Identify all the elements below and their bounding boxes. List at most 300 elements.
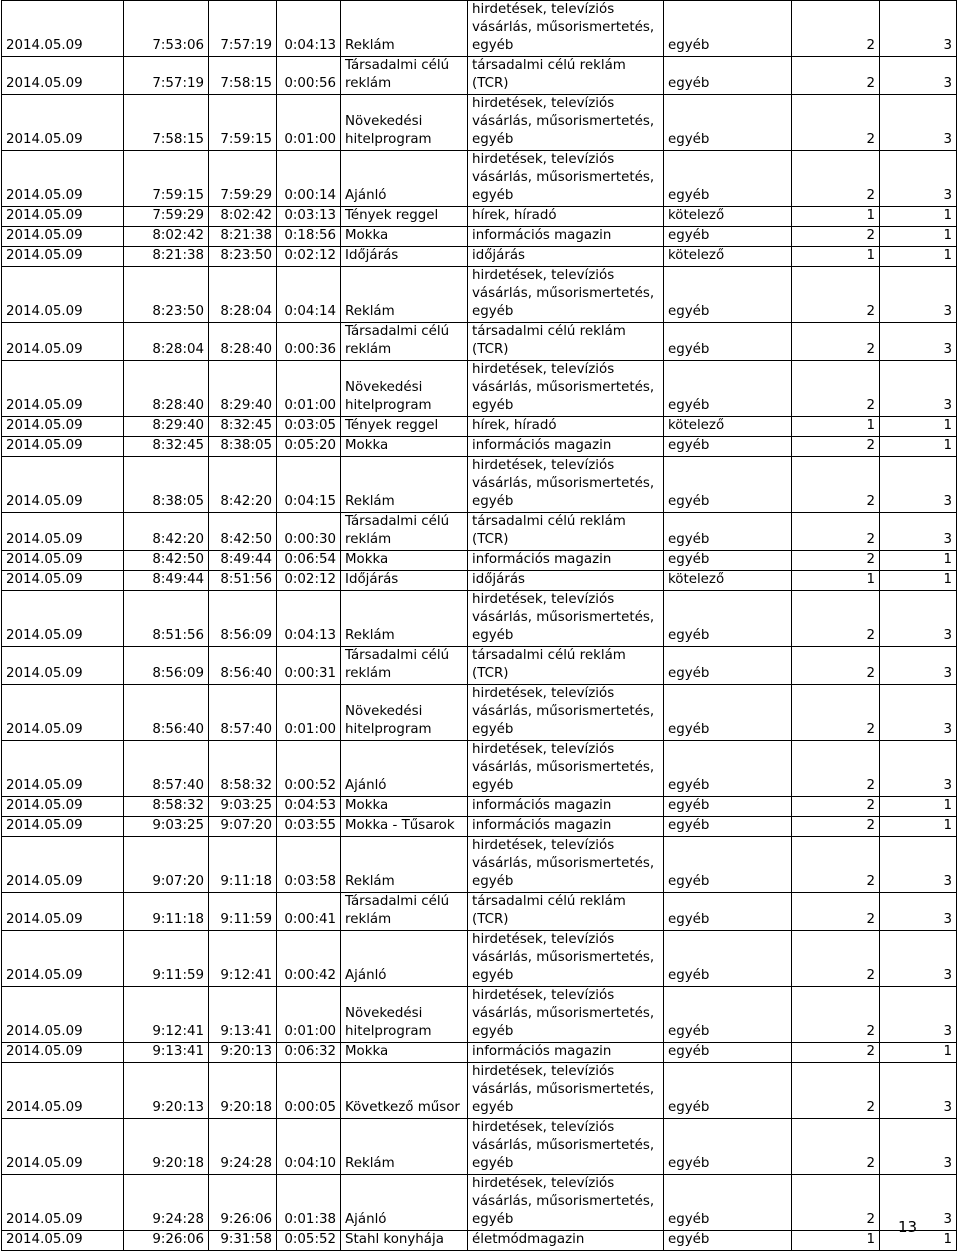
code-b-cell: 3 <box>880 457 957 513</box>
code-a-cell: 2 <box>792 437 880 457</box>
duration-cell: 0:00:05 <box>277 1063 341 1119</box>
duration-cell: 0:04:53 <box>277 797 341 817</box>
type-cell: egyéb <box>664 591 792 647</box>
program-cell: Reklám <box>341 1119 468 1175</box>
date-cell: 2014.05.09 <box>2 227 124 247</box>
start-time-cell: 9:26:06 <box>124 1231 209 1251</box>
category-cell: információs magazin <box>468 551 664 571</box>
end-time-cell: 8:29:40 <box>209 361 277 417</box>
duration-cell: 0:18:56 <box>277 227 341 247</box>
duration-cell: 0:04:10 <box>277 1119 341 1175</box>
code-b-cell: 1 <box>880 551 957 571</box>
end-time-cell: 7:59:29 <box>209 151 277 207</box>
date-cell: 2014.05.09 <box>2 987 124 1043</box>
program-cell: Növekedési hitelprogram <box>341 95 468 151</box>
category-cell: információs magazin <box>468 227 664 247</box>
end-time-cell: 8:23:50 <box>209 247 277 267</box>
end-time-cell: 9:20:13 <box>209 1043 277 1063</box>
code-b-cell: 3 <box>880 361 957 417</box>
code-b-cell: 1 <box>880 571 957 591</box>
category-cell: hirdetések, televíziós vásárlás, műsorismertetés, egyéb <box>468 1063 664 1119</box>
code-a-cell: 2 <box>792 151 880 207</box>
date-cell: 2014.05.09 <box>2 417 124 437</box>
end-time-cell: 8:28:04 <box>209 267 277 323</box>
duration-cell: 0:03:05 <box>277 417 341 437</box>
end-time-cell: 9:24:28 <box>209 1119 277 1175</box>
category-cell: hirdetések, televíziós vásárlás, műsorismertetés, egyéb <box>468 1175 664 1231</box>
end-time-cell: 8:51:56 <box>209 571 277 591</box>
table-row <box>2 1119 957 1175</box>
category-cell: hirdetések, televíziós vásárlás, műsorismertetés, egyéb <box>468 741 664 797</box>
type-cell: egyéb <box>664 931 792 987</box>
start-time-cell: 8:58:32 <box>124 797 209 817</box>
duration-cell: 0:04:13 <box>277 591 341 647</box>
code-b-cell: 3 <box>880 987 957 1043</box>
duration-cell: 0:00:31 <box>277 647 341 685</box>
table-row <box>2 797 957 817</box>
date-cell: 2014.05.09 <box>2 893 124 931</box>
end-time-cell: 7:58:15 <box>209 57 277 95</box>
code-b-cell: 3 <box>880 1063 957 1119</box>
code-a-cell: 2 <box>792 647 880 685</box>
category-cell: hírek, híradó <box>468 417 664 437</box>
date-cell: 2014.05.09 <box>2 323 124 361</box>
type-cell: egyéb <box>664 1175 792 1231</box>
code-b-cell: 3 <box>880 151 957 207</box>
type-cell: egyéb <box>664 1231 792 1251</box>
end-time-cell: 8:49:44 <box>209 551 277 571</box>
program-cell: Társadalmi célú reklám <box>341 57 468 95</box>
end-time-cell: 9:11:59 <box>209 893 277 931</box>
table-row <box>2 361 957 417</box>
type-cell: egyéb <box>664 1063 792 1119</box>
date-cell: 2014.05.09 <box>2 267 124 323</box>
start-time-cell: 8:38:05 <box>124 457 209 513</box>
date-cell: 2014.05.09 <box>2 591 124 647</box>
end-time-cell: 8:58:32 <box>209 741 277 797</box>
table-row <box>2 247 957 267</box>
table-row <box>2 1175 957 1231</box>
type-cell: egyéb <box>664 837 792 893</box>
code-b-cell: 3 <box>880 591 957 647</box>
code-a-cell: 2 <box>792 1175 880 1231</box>
duration-cell: 0:01:00 <box>277 987 341 1043</box>
program-cell: Növekedési hitelprogram <box>341 685 468 741</box>
type-cell: egyéb <box>664 647 792 685</box>
code-b-cell: 3 <box>880 1175 957 1231</box>
start-time-cell: 7:57:19 <box>124 57 209 95</box>
program-cell: Reklám <box>341 457 468 513</box>
start-time-cell: 9:12:41 <box>124 987 209 1043</box>
table-row <box>2 513 957 551</box>
category-cell: életmódmagazin <box>468 1231 664 1251</box>
type-cell: egyéb <box>664 323 792 361</box>
program-cell: Tények reggel <box>341 417 468 437</box>
program-cell: Stahl konyhája <box>341 1231 468 1251</box>
program-cell: Ajánló <box>341 151 468 207</box>
end-time-cell: 7:57:19 <box>209 1 277 57</box>
code-a-cell: 2 <box>792 361 880 417</box>
code-a-cell: 2 <box>792 1119 880 1175</box>
program-cell: Reklám <box>341 591 468 647</box>
type-cell: egyéb <box>664 551 792 571</box>
date-cell: 2014.05.09 <box>2 1 124 57</box>
code-a-cell: 2 <box>792 1 880 57</box>
end-time-cell: 9:31:58 <box>209 1231 277 1251</box>
category-cell: társadalmi célú reklám (TCR) <box>468 513 664 551</box>
table-row <box>2 741 957 797</box>
table-row <box>2 591 957 647</box>
duration-cell: 0:03:55 <box>277 817 341 837</box>
end-time-cell: 8:28:40 <box>209 323 277 361</box>
type-cell: egyéb <box>664 685 792 741</box>
program-cell: Mokka <box>341 797 468 817</box>
program-cell: Időjárás <box>341 571 468 591</box>
end-time-cell: 8:42:50 <box>209 513 277 551</box>
duration-cell: 0:00:14 <box>277 151 341 207</box>
end-time-cell: 8:02:42 <box>209 207 277 227</box>
table-row <box>2 893 957 931</box>
end-time-cell: 8:38:05 <box>209 437 277 457</box>
category-cell: társadalmi célú reklám (TCR) <box>468 647 664 685</box>
duration-cell: 0:02:12 <box>277 571 341 591</box>
start-time-cell: 7:59:15 <box>124 151 209 207</box>
date-cell: 2014.05.09 <box>2 1175 124 1231</box>
program-cell: Tények reggel <box>341 207 468 227</box>
end-time-cell: 8:56:09 <box>209 591 277 647</box>
table-row <box>2 417 957 437</box>
end-time-cell: 8:57:40 <box>209 685 277 741</box>
start-time-cell: 7:58:15 <box>124 95 209 151</box>
program-cell: Társadalmi célú reklám <box>341 647 468 685</box>
program-cell: Társadalmi célú reklám <box>341 893 468 931</box>
type-cell: egyéb <box>664 817 792 837</box>
type-cell: egyéb <box>664 267 792 323</box>
category-cell: hirdetések, televíziós vásárlás, műsorismertetés, egyéb <box>468 151 664 207</box>
type-cell: egyéb <box>664 1 792 57</box>
start-time-cell: 9:11:18 <box>124 893 209 931</box>
code-a-cell: 1 <box>792 247 880 267</box>
date-cell: 2014.05.09 <box>2 207 124 227</box>
start-time-cell: 7:59:29 <box>124 207 209 227</box>
program-cell: Mokka <box>341 437 468 457</box>
code-a-cell: 2 <box>792 513 880 551</box>
end-time-cell: 7:59:15 <box>209 95 277 151</box>
code-b-cell: 3 <box>880 837 957 893</box>
code-b-cell: 3 <box>880 931 957 987</box>
date-cell: 2014.05.09 <box>2 817 124 837</box>
table-row <box>2 227 957 247</box>
date-cell: 2014.05.09 <box>2 1231 124 1251</box>
category-cell: hirdetések, televíziós vásárlás, műsorismertetés, egyéb <box>468 95 664 151</box>
table-row <box>2 817 957 837</box>
program-cell: Ajánló <box>341 741 468 797</box>
duration-cell: 0:01:00 <box>277 95 341 151</box>
code-a-cell: 2 <box>792 1063 880 1119</box>
table-row <box>2 57 957 95</box>
code-a-cell: 1 <box>792 571 880 591</box>
category-cell: hirdetések, televíziós vásárlás, műsorismertetés, egyéb <box>468 591 664 647</box>
page-number: 13 <box>898 1218 918 1236</box>
table-row <box>2 95 957 151</box>
code-a-cell: 2 <box>792 591 880 647</box>
broadcast-log-table <box>1 0 957 1251</box>
start-time-cell: 8:02:42 <box>124 227 209 247</box>
duration-cell: 0:03:58 <box>277 837 341 893</box>
end-time-cell: 9:11:18 <box>209 837 277 893</box>
start-time-cell: 7:53:06 <box>124 1 209 57</box>
type-cell: egyéb <box>664 457 792 513</box>
table-body <box>2 1 957 1251</box>
code-b-cell: 1 <box>880 437 957 457</box>
category-cell: hirdetések, televíziós vásárlás, műsorismertetés, egyéb <box>468 1119 664 1175</box>
table-row <box>2 1231 957 1251</box>
duration-cell: 0:01:38 <box>277 1175 341 1231</box>
date-cell: 2014.05.09 <box>2 437 124 457</box>
code-a-cell: 2 <box>792 797 880 817</box>
start-time-cell: 9:03:25 <box>124 817 209 837</box>
code-b-cell: 3 <box>880 95 957 151</box>
end-time-cell: 9:12:41 <box>209 931 277 987</box>
code-b-cell: 1 <box>880 247 957 267</box>
duration-cell: 0:00:42 <box>277 931 341 987</box>
type-cell: egyéb <box>664 1043 792 1063</box>
date-cell: 2014.05.09 <box>2 1043 124 1063</box>
code-b-cell: 3 <box>880 513 957 551</box>
duration-cell: 0:00:56 <box>277 57 341 95</box>
start-time-cell: 9:24:28 <box>124 1175 209 1231</box>
start-time-cell: 8:28:40 <box>124 361 209 417</box>
code-a-cell: 2 <box>792 267 880 323</box>
duration-cell: 0:06:32 <box>277 1043 341 1063</box>
type-cell: kötelező <box>664 247 792 267</box>
table-row <box>2 931 957 987</box>
date-cell: 2014.05.09 <box>2 95 124 151</box>
code-a-cell: 2 <box>792 685 880 741</box>
duration-cell: 0:04:13 <box>277 1 341 57</box>
date-cell: 2014.05.09 <box>2 571 124 591</box>
code-a-cell: 2 <box>792 893 880 931</box>
code-b-cell: 3 <box>880 1 957 57</box>
start-time-cell: 8:49:44 <box>124 571 209 591</box>
start-time-cell: 9:20:18 <box>124 1119 209 1175</box>
table-row <box>2 987 957 1043</box>
category-cell: hirdetések, televíziós vásárlás, műsorismertetés, egyéb <box>468 361 664 417</box>
category-cell: információs magazin <box>468 437 664 457</box>
table-row <box>2 647 957 685</box>
code-a-cell: 1 <box>792 417 880 437</box>
code-b-cell: 3 <box>880 323 957 361</box>
type-cell: egyéb <box>664 57 792 95</box>
start-time-cell: 8:42:50 <box>124 551 209 571</box>
table-row <box>2 151 957 207</box>
duration-cell: 0:00:36 <box>277 323 341 361</box>
program-cell: Társadalmi célú reklám <box>341 323 468 361</box>
program-cell: Mokka <box>341 227 468 247</box>
table-row <box>2 323 957 361</box>
end-time-cell: 9:03:25 <box>209 797 277 817</box>
table-row <box>2 267 957 323</box>
type-cell: egyéb <box>664 513 792 551</box>
category-cell: társadalmi célú reklám (TCR) <box>468 57 664 95</box>
category-cell: társadalmi célú reklám (TCR) <box>468 323 664 361</box>
code-a-cell: 2 <box>792 95 880 151</box>
start-time-cell: 8:23:50 <box>124 267 209 323</box>
end-time-cell: 8:42:20 <box>209 457 277 513</box>
program-cell: Ajánló <box>341 931 468 987</box>
program-cell: Reklám <box>341 837 468 893</box>
start-time-cell: 9:07:20 <box>124 837 209 893</box>
code-a-cell: 2 <box>792 741 880 797</box>
table-row <box>2 1063 957 1119</box>
program-cell: Időjárás <box>341 247 468 267</box>
start-time-cell: 9:11:59 <box>124 931 209 987</box>
table-row <box>2 457 957 513</box>
type-cell: kötelező <box>664 571 792 591</box>
end-time-cell: 9:20:18 <box>209 1063 277 1119</box>
type-cell: egyéb <box>664 741 792 797</box>
duration-cell: 0:01:00 <box>277 685 341 741</box>
duration-cell: 0:05:52 <box>277 1231 341 1251</box>
date-cell: 2014.05.09 <box>2 741 124 797</box>
table-row <box>2 1043 957 1063</box>
code-b-cell: 1 <box>880 1043 957 1063</box>
code-a-cell: 2 <box>792 837 880 893</box>
code-a-cell: 2 <box>792 931 880 987</box>
code-a-cell: 2 <box>792 457 880 513</box>
date-cell: 2014.05.09 <box>2 551 124 571</box>
program-cell: Ajánló <box>341 1175 468 1231</box>
code-b-cell: 3 <box>880 741 957 797</box>
program-cell: Reklám <box>341 267 468 323</box>
code-b-cell: 3 <box>880 1119 957 1175</box>
duration-cell: 0:06:54 <box>277 551 341 571</box>
date-cell: 2014.05.09 <box>2 647 124 685</box>
end-time-cell: 9:26:06 <box>209 1175 277 1231</box>
code-b-cell: 1 <box>880 207 957 227</box>
code-b-cell: 3 <box>880 267 957 323</box>
duration-cell: 0:00:41 <box>277 893 341 931</box>
code-b-cell: 1 <box>880 817 957 837</box>
category-cell: hirdetések, televíziós vásárlás, műsorismertetés, egyéb <box>468 267 664 323</box>
end-time-cell: 9:07:20 <box>209 817 277 837</box>
table-row <box>2 571 957 591</box>
duration-cell: 0:02:12 <box>277 247 341 267</box>
program-cell: Növekedési hitelprogram <box>341 361 468 417</box>
category-cell: hírek, híradó <box>468 207 664 227</box>
end-time-cell: 8:56:40 <box>209 647 277 685</box>
date-cell: 2014.05.09 <box>2 931 124 987</box>
start-time-cell: 8:32:45 <box>124 437 209 457</box>
category-cell: hirdetések, televíziós vásárlás, műsorismertetés, egyéb <box>468 685 664 741</box>
table-row <box>2 837 957 893</box>
program-cell: Mokka - Tűsarok <box>341 817 468 837</box>
type-cell: egyéb <box>664 95 792 151</box>
table-row <box>2 437 957 457</box>
program-cell: Mokka <box>341 551 468 571</box>
code-b-cell: 3 <box>880 685 957 741</box>
date-cell: 2014.05.09 <box>2 247 124 267</box>
start-time-cell: 8:56:40 <box>124 685 209 741</box>
start-time-cell: 8:42:20 <box>124 513 209 551</box>
duration-cell: 0:05:20 <box>277 437 341 457</box>
code-a-cell: 2 <box>792 987 880 1043</box>
date-cell: 2014.05.09 <box>2 57 124 95</box>
duration-cell: 0:04:15 <box>277 457 341 513</box>
category-cell: információs magazin <box>468 1043 664 1063</box>
code-b-cell: 3 <box>880 57 957 95</box>
code-a-cell: 2 <box>792 551 880 571</box>
program-cell: Reklám <box>341 1 468 57</box>
type-cell: egyéb <box>664 797 792 817</box>
category-cell: hirdetések, televíziós vásárlás, műsorismertetés, egyéb <box>468 457 664 513</box>
type-cell: egyéb <box>664 987 792 1043</box>
category-cell: hirdetések, televíziós vásárlás, műsorismertetés, egyéb <box>468 987 664 1043</box>
code-a-cell: 1 <box>792 207 880 227</box>
code-b-cell: 1 <box>880 1231 957 1251</box>
type-cell: egyéb <box>664 361 792 417</box>
start-time-cell: 8:21:38 <box>124 247 209 267</box>
end-time-cell: 8:21:38 <box>209 227 277 247</box>
category-cell: társadalmi célú reklám (TCR) <box>468 893 664 931</box>
category-cell: hirdetések, televíziós vásárlás, műsorismertetés, egyéb <box>468 837 664 893</box>
code-b-cell: 1 <box>880 417 957 437</box>
code-a-cell: 2 <box>792 817 880 837</box>
end-time-cell: 9:13:41 <box>209 987 277 1043</box>
end-time-cell: 8:32:45 <box>209 417 277 437</box>
category-cell: időjárás <box>468 247 664 267</box>
duration-cell: 0:00:30 <box>277 513 341 551</box>
code-a-cell: 1 <box>792 1231 880 1251</box>
duration-cell: 0:00:52 <box>277 741 341 797</box>
category-cell: információs magazin <box>468 817 664 837</box>
category-cell: időjárás <box>468 571 664 591</box>
table-row <box>2 207 957 227</box>
type-cell: egyéb <box>664 151 792 207</box>
type-cell: kötelező <box>664 417 792 437</box>
type-cell: egyéb <box>664 1119 792 1175</box>
date-cell: 2014.05.09 <box>2 797 124 817</box>
start-time-cell: 8:29:40 <box>124 417 209 437</box>
date-cell: 2014.05.09 <box>2 151 124 207</box>
program-cell: Társadalmi célú reklám <box>341 513 468 551</box>
program-cell: Növekedési hitelprogram <box>341 987 468 1043</box>
table-row <box>2 551 957 571</box>
category-cell: hirdetések, televíziós vásárlás, műsorismertetés, egyéb <box>468 931 664 987</box>
start-time-cell: 9:13:41 <box>124 1043 209 1063</box>
date-cell: 2014.05.09 <box>2 1063 124 1119</box>
type-cell: egyéb <box>664 227 792 247</box>
code-b-cell: 3 <box>880 893 957 931</box>
table-row <box>2 1 957 57</box>
code-b-cell: 1 <box>880 227 957 247</box>
date-cell: 2014.05.09 <box>2 457 124 513</box>
date-cell: 2014.05.09 <box>2 513 124 551</box>
date-cell: 2014.05.09 <box>2 685 124 741</box>
start-time-cell: 8:51:56 <box>124 591 209 647</box>
date-cell: 2014.05.09 <box>2 1119 124 1175</box>
code-a-cell: 2 <box>792 227 880 247</box>
program-cell: Következő műsor <box>341 1063 468 1119</box>
code-a-cell: 2 <box>792 1043 880 1063</box>
table-row <box>2 685 957 741</box>
date-cell: 2014.05.09 <box>2 837 124 893</box>
duration-cell: 0:01:00 <box>277 361 341 417</box>
code-b-cell: 3 <box>880 647 957 685</box>
start-time-cell: 8:57:40 <box>124 741 209 797</box>
type-cell: egyéb <box>664 893 792 931</box>
program-cell: Mokka <box>341 1043 468 1063</box>
